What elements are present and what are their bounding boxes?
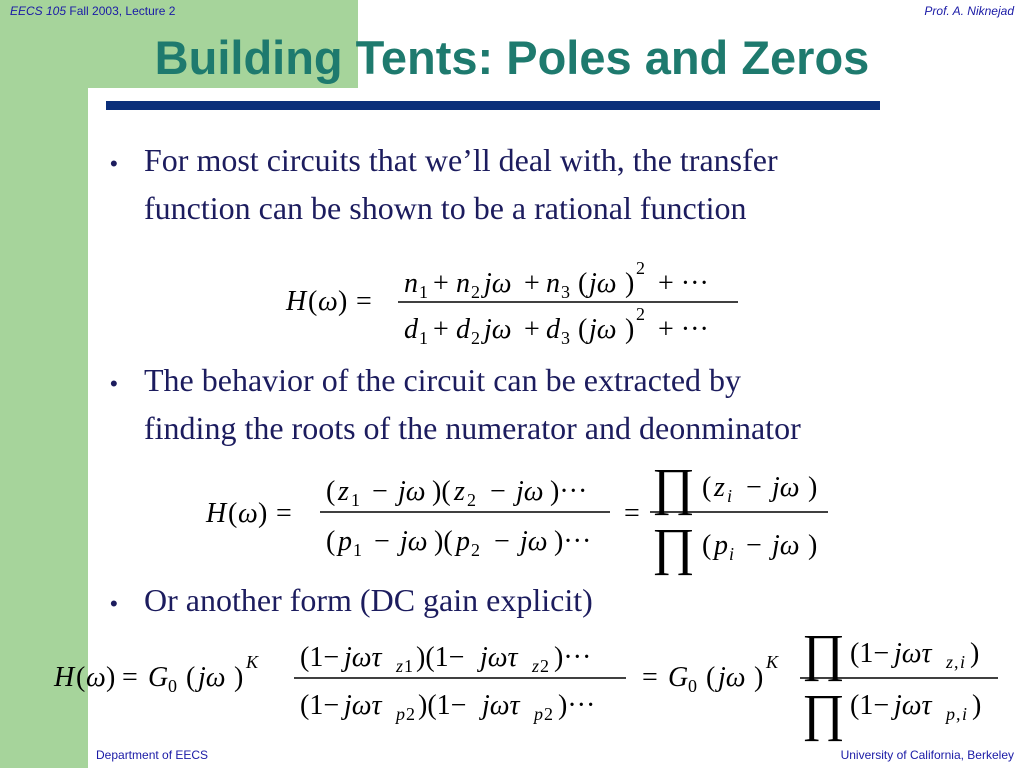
svg-text:z: z (946, 652, 954, 672)
bullet-text-line: Or another form (DC gain explicit) (144, 582, 593, 618)
svg-text:d: d (456, 314, 470, 345)
svg-text:(: ( (308, 286, 318, 317)
svg-text:jω: jω (589, 268, 617, 299)
svg-text:K: K (766, 652, 779, 672)
svg-text:2: 2 (406, 704, 415, 724)
svg-text:n: n (546, 268, 560, 299)
svg-text:): ) (808, 472, 818, 503)
svg-text:)···: )··· (550, 476, 588, 507)
svg-text:+: + (524, 268, 540, 299)
svg-text:jω: jω (772, 472, 800, 503)
svg-text:p: p (946, 704, 955, 724)
svg-text:1: 1 (351, 490, 360, 510)
svg-text:z: z (338, 476, 349, 507)
bullet-text-line: function can be shown to be a rational function (144, 190, 747, 226)
slide-title: Building Tents: Poles and Zeros (154, 31, 870, 84)
svg-text:jω: jω (400, 526, 428, 557)
svg-text:)(: )( (434, 526, 453, 557)
svg-text:)···: )··· (554, 642, 592, 673)
svg-text:=: = (122, 662, 138, 693)
svg-text:1: 1 (353, 540, 362, 560)
equation-dc-gain-svg (54, 622, 1010, 742)
svg-text:d: d (404, 314, 418, 345)
svg-text:): ) (338, 286, 348, 317)
svg-text:H: H (286, 286, 307, 317)
svg-text:ω: ω (86, 662, 106, 693)
svg-text:): ) (234, 662, 244, 693)
svg-text:(: ( (228, 498, 238, 529)
svg-text:jω: jω (484, 314, 512, 345)
svg-text:jω: jω (718, 662, 746, 693)
svg-text:)(1−: )(1− (418, 690, 467, 721)
svg-text:n: n (456, 268, 470, 299)
svg-text:+: + (433, 314, 449, 345)
svg-text:G: G (148, 662, 169, 693)
course-term: Fall 2003, Lecture 2 (69, 4, 176, 18)
svg-text:1: 1 (419, 282, 428, 302)
svg-text:2: 2 (471, 328, 480, 348)
svg-text:−: − (746, 530, 762, 561)
svg-text:(: ( (186, 662, 196, 693)
svg-text:p: p (534, 704, 543, 724)
svg-text:+ ···: + ··· (658, 314, 709, 345)
footer-department: Department of EECS (96, 748, 209, 762)
svg-text:∏: ∏ (652, 519, 695, 576)
svg-text:,: , (954, 652, 959, 672)
header-course-info (10, 4, 175, 18)
svg-text:+: + (524, 314, 540, 345)
svg-text:jω: jω (772, 530, 800, 561)
svg-text:(1−: (1− (850, 638, 890, 669)
svg-text:jω: jω (484, 268, 512, 299)
svg-text:(: ( (702, 472, 712, 503)
svg-text:jωτ: jωτ (480, 642, 518, 673)
course-code: EECS 105 (10, 4, 67, 18)
svg-text:3: 3 (561, 282, 570, 302)
svg-text:−: − (490, 476, 506, 507)
title-underline-rule (106, 101, 880, 110)
bullet-dot: • (110, 151, 118, 176)
svg-text:2: 2 (467, 490, 476, 510)
svg-text:(: ( (702, 530, 712, 561)
equation-rational-svg (286, 258, 756, 348)
svg-text:3: 3 (561, 328, 570, 348)
svg-text:): ) (106, 662, 116, 693)
svg-text:=: = (624, 498, 640, 529)
svg-text:)···: )··· (558, 690, 596, 721)
svg-text:∏: ∏ (802, 625, 845, 682)
svg-text:−: − (746, 472, 762, 503)
svg-text:=: = (276, 498, 292, 529)
equation-roots-form (206, 460, 846, 575)
svg-text:2: 2 (471, 282, 480, 302)
equation-roots-svg (206, 459, 846, 576)
header-author: Prof. A. Niknejad (924, 4, 1014, 18)
svg-text:,: , (956, 704, 961, 724)
svg-text:(: ( (76, 662, 86, 693)
svg-text:2: 2 (636, 258, 645, 278)
svg-text:z: z (396, 656, 404, 676)
bullet-dot: • (110, 591, 118, 616)
svg-text:): ) (754, 662, 764, 693)
svg-text:i: i (960, 652, 966, 672)
svg-text:): ) (808, 530, 818, 561)
svg-text:p: p (338, 526, 352, 557)
svg-text:G: G (668, 662, 689, 693)
svg-text:1: 1 (419, 328, 428, 348)
svg-text:z: z (454, 476, 465, 507)
svg-text:K: K (246, 652, 259, 672)
svg-text:jω: jω (589, 314, 617, 345)
svg-text:i: i (729, 544, 735, 564)
svg-text:2: 2 (471, 540, 480, 560)
svg-text:jω: jω (520, 526, 548, 557)
svg-text:=: = (642, 662, 658, 693)
svg-text:(1−: (1− (850, 690, 890, 721)
svg-text:∏: ∏ (802, 685, 845, 742)
svg-text:)(: )( (432, 476, 451, 507)
bullet-text-line: The behavior of the circuit can be extracted by (144, 362, 742, 398)
svg-text:2: 2 (544, 704, 553, 724)
svg-text:+: + (433, 268, 449, 299)
svg-text:): ) (258, 498, 268, 529)
svg-text:(: ( (326, 476, 336, 507)
svg-text:n: n (404, 268, 418, 299)
bullet-text-line: For most circuits that we’ll deal with, the transfer (144, 142, 778, 178)
svg-text:jωτ: jωτ (482, 690, 520, 721)
svg-text:(: ( (706, 662, 716, 693)
svg-text:(: ( (578, 268, 588, 299)
svg-text:jωτ: jωτ (894, 638, 932, 669)
svg-text:jωτ: jωτ (894, 690, 932, 721)
svg-text:ω: ω (238, 498, 258, 529)
svg-text:∏: ∏ (652, 459, 695, 516)
svg-text:+ ···: + ··· (658, 268, 709, 299)
bullet-text-line: finding the roots of the numerator and deonminator (144, 410, 801, 446)
svg-text:)(1−: )(1− (416, 642, 465, 673)
svg-text:jω: jω (398, 476, 426, 507)
svg-text:z: z (532, 656, 540, 676)
svg-text:2: 2 (636, 304, 645, 324)
footer-university: University of California, Berkeley (840, 748, 1014, 762)
svg-text:−: − (374, 526, 390, 557)
svg-text:i: i (962, 704, 968, 724)
svg-text:d: d (546, 314, 560, 345)
svg-text:1: 1 (404, 656, 413, 676)
svg-text:−: − (494, 526, 510, 557)
svg-text:jω: jω (516, 476, 544, 507)
svg-text:(: ( (578, 314, 588, 345)
svg-text:)···: )··· (554, 526, 592, 557)
svg-text:ω: ω (318, 286, 338, 317)
svg-text:H: H (206, 498, 227, 529)
bullet-dot: • (110, 371, 118, 396)
equation-dc-gain-form (54, 622, 1010, 742)
svg-text:=: = (356, 286, 372, 317)
svg-text:−: − (372, 476, 388, 507)
svg-text:p: p (714, 530, 728, 561)
svg-text:z: z (714, 472, 725, 503)
svg-text:0: 0 (168, 676, 177, 696)
svg-text:0: 0 (688, 676, 697, 696)
equation-rational-function (286, 258, 756, 353)
svg-text:H: H (54, 662, 75, 693)
svg-text:i: i (727, 486, 733, 506)
svg-text:2: 2 (540, 656, 549, 676)
svg-text:(1−: (1− (300, 642, 340, 673)
svg-text:jω: jω (198, 662, 226, 693)
svg-text:): ) (625, 314, 635, 345)
svg-text:p: p (396, 704, 405, 724)
svg-text:): ) (625, 268, 635, 299)
svg-text:jωτ: jωτ (344, 642, 382, 673)
svg-text:p: p (456, 526, 470, 557)
svg-text:): ) (972, 690, 982, 721)
svg-text:): ) (970, 638, 980, 669)
svg-text:jωτ: jωτ (344, 690, 382, 721)
svg-text:(: ( (326, 526, 336, 557)
svg-text:(1−: (1− (300, 690, 340, 721)
